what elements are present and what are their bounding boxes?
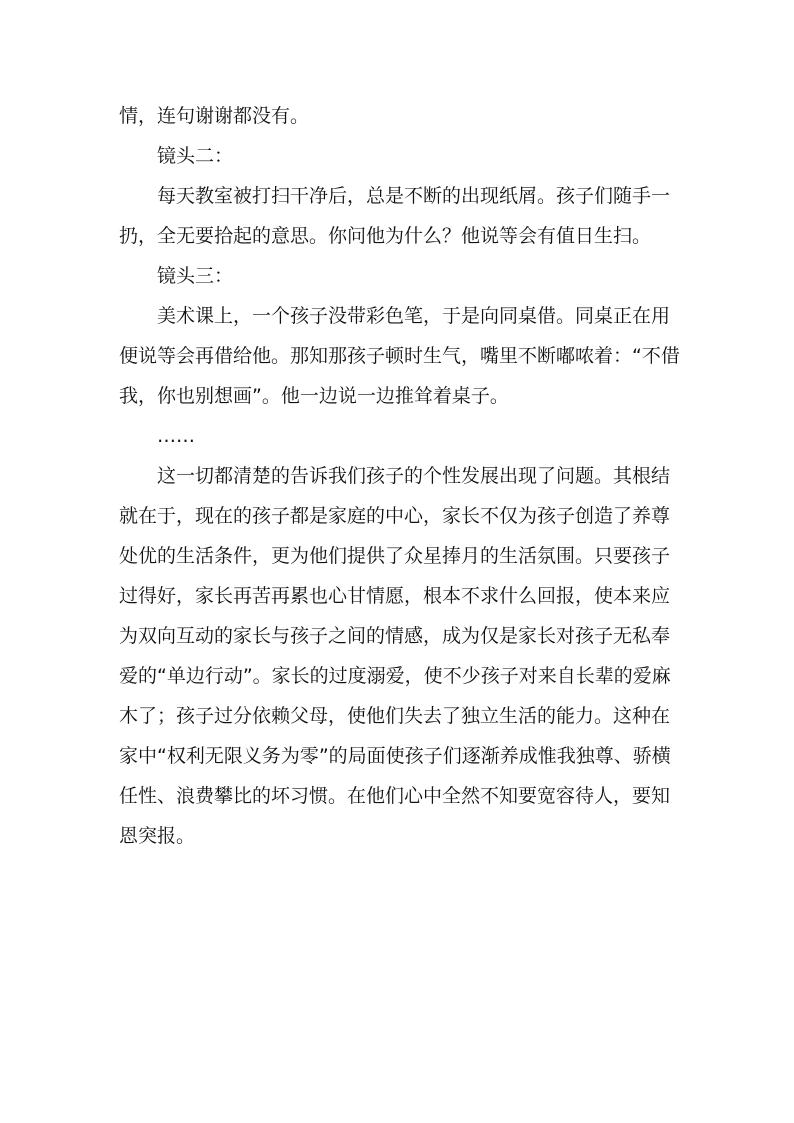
heading-shot-three: 镜头三：	[157, 265, 234, 287]
paragraph-shot-two: 每天教室被打扫干净后，总是不断的出现纸屑。孩子们随手一扔，全无要拾起的意思。你问他为什么？他说等会有值日生扫。	[119, 185, 671, 247]
paragraph-continuation: 情，连句谢谢都没有。	[119, 105, 310, 127]
ellipsis-line: ……	[157, 425, 195, 447]
paragraph-analysis: 这一切都清楚的告诉我们孩子的个性发展出现了问题。其根结就在于，现在的孩子都是家庭的中心，家长不仅为孩子创造了养尊处优的生活条件，更为他们提供了众星捧月的生活氛围。只要孩子过得好，家长再苦再累也心甘情愿，根本不求什么回报，使本来应为双向互动的家长与孩子之间的情感，成为仅是家长对孩子无私奉爱的“单边行动”。家长的过度溺爱，使不少孩子对来自长辈的爱麻木了；孩子过分依赖父母，使他们失去了独立生活的能力。这种在家中“权利无限义务为零”的局面使孩子们逐渐养成惟我独尊、骄横任性、浪费攀比的坏习惯。在他们心中全然不知要宽容待人，要知恩突报。	[119, 465, 671, 847]
document-body	[119, 96, 681, 856]
paragraph-shot-three: 美术课上，一个孩子没带彩色笔，于是向同桌借。同桌正在用便说等会再借给他。那知那孩子顿时生气，嘴里不断嘟哝着：“不借我，你也别想画”。他一边说一边推耸着桌子。	[119, 305, 680, 407]
heading-shot-two: 镜头二：	[157, 145, 234, 167]
